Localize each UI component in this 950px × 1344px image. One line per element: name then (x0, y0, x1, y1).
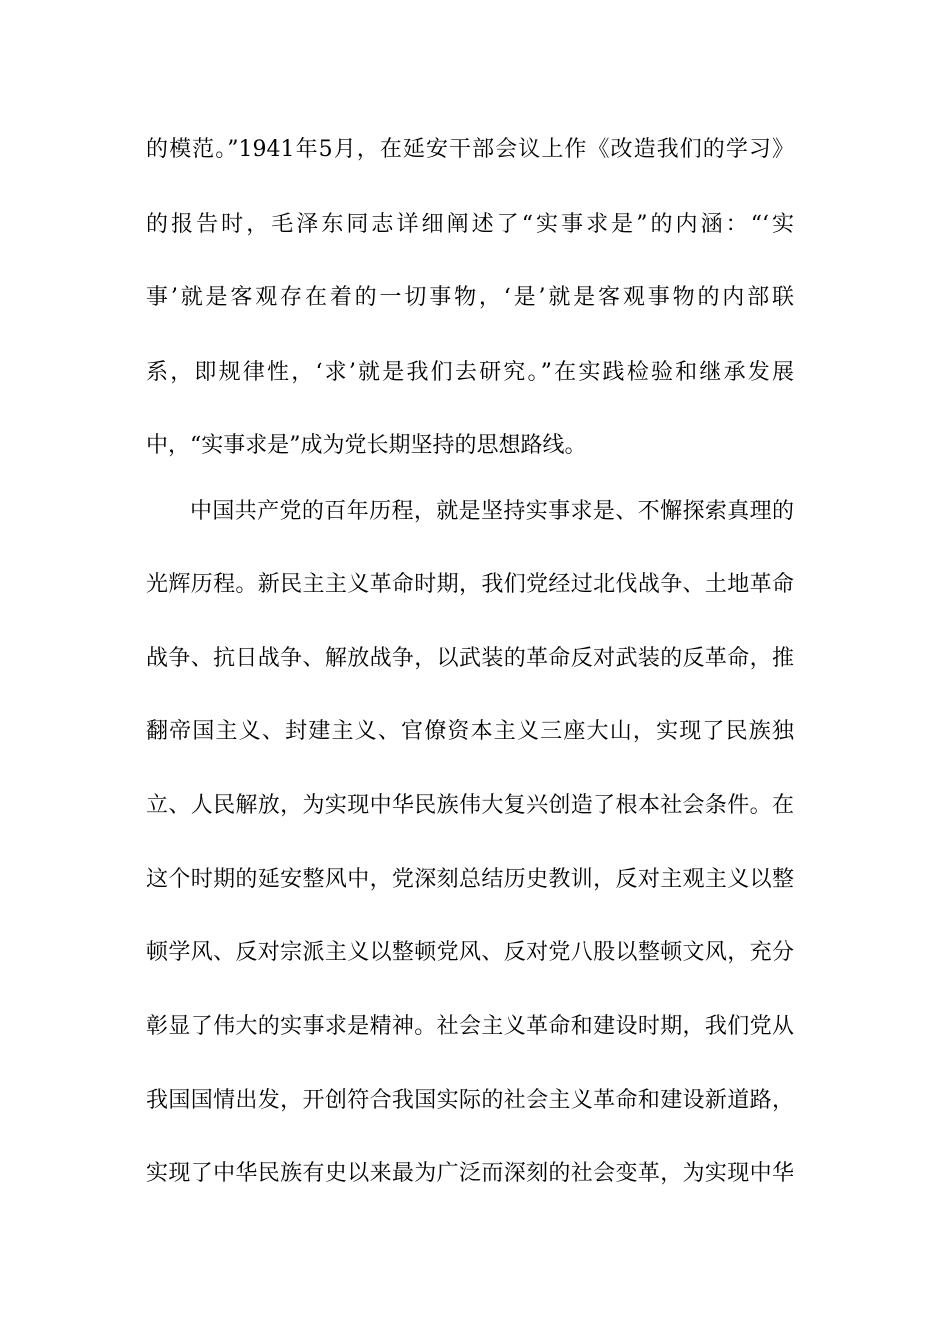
paragraph-line-14: 我国国情出发，开创符合我国实际的社会主义革命和建设新道路， (146, 1088, 794, 1113)
paragraph-line-6: 中国共产党的百年历程，就是坚持实事求是、不懈探索真理的 (190, 499, 794, 524)
paragraph-line-13: 彰显了伟大的实事求是精神。社会主义革命和建设时期，我们党从 (146, 1014, 794, 1039)
paragraph-line-9: 翻帝国主义、封建主义、官僚资本主义三座大山，实现了民族独 (146, 719, 794, 744)
paragraph-line-8: 战争、抗日战争、解放战争，以武装的革命反对武装的反革命，推 (146, 646, 794, 671)
paragraph-line-12: 顿学风、反对宗派主义以整顿党风、反对党八股以整顿文风，充分 (146, 940, 794, 965)
paragraph-line-11: 这个时期的延安整风中，党深刻总结历史教训，反对主观主义以整 (146, 867, 794, 892)
paragraph-line-1: 的模范。”1941年5月，在延安干部会议上作《改造我们的学习》 (146, 137, 794, 162)
paragraph-line-2: 的报告时，毛泽东同志详细阐述了“实事求是”的内涵：“‘实 (146, 212, 794, 237)
paragraph-line-7: 光辉历程。新民主主义革命时期，我们党经过北伐战争、土地革命 (146, 572, 794, 597)
paragraph-line-3: 事’就是客观存在着的一切事物，‘是’就是客观事物的内部联 (146, 285, 794, 310)
paragraph-line-4: 系，即规律性，‘求’就是我们去研究。”在实践检验和继承发展 (146, 360, 794, 385)
paragraph-line-5: 中，“实事求是”成为党长期坚持的思想路线。 (146, 433, 587, 458)
paragraph-line-15: 实现了中华民族有史以来最为广泛而深刻的社会变革，为实现中华 (146, 1161, 794, 1186)
paragraph-line-10: 立、人民解放，为实现中华民族伟大复兴创造了根本社会条件。在 (146, 793, 794, 818)
